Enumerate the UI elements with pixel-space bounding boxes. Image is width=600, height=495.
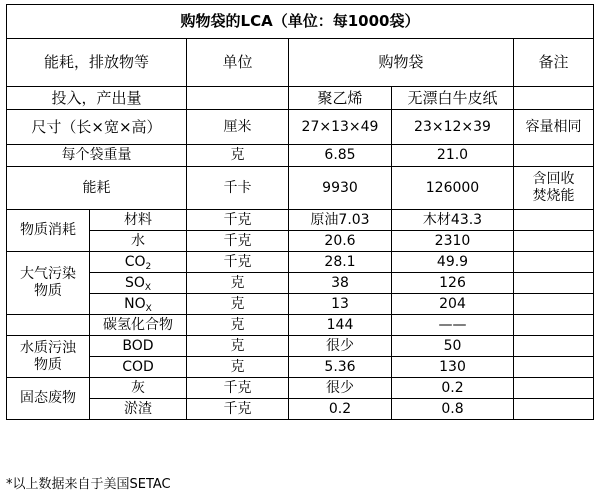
row-unit: 千克 bbox=[187, 210, 289, 231]
io-row bbox=[7, 87, 594, 110]
table-row bbox=[7, 231, 594, 252]
row-unit: 千克 bbox=[187, 378, 289, 399]
row-bag2: —— bbox=[392, 315, 514, 336]
io-bag1: 聚乙烯 bbox=[289, 87, 392, 110]
row-note bbox=[514, 378, 594, 399]
row-label: COD bbox=[90, 357, 187, 378]
size-bag1: 27×13×49 bbox=[289, 110, 392, 145]
row-label: 淤渣 bbox=[90, 399, 187, 420]
row-unit: 千克 bbox=[187, 231, 289, 252]
row-bag2: 木材43.3 bbox=[392, 210, 514, 231]
row-label: BOD bbox=[90, 336, 187, 357]
group-air bbox=[7, 252, 90, 315]
row-bag2: 126 bbox=[392, 273, 514, 294]
row-label: 灰 bbox=[90, 378, 187, 399]
table-row bbox=[7, 378, 594, 399]
header-row bbox=[7, 39, 594, 87]
row-bag2: 130 bbox=[392, 357, 514, 378]
energy-note-line2: 焚烧能 bbox=[532, 188, 575, 204]
row-unit: 千克 bbox=[187, 252, 289, 273]
size-bag2: 23×12×39 bbox=[392, 110, 514, 145]
row-bag2: 49.9 bbox=[392, 252, 514, 273]
energy-bag1: 9930 bbox=[289, 167, 392, 210]
row-note bbox=[514, 252, 594, 273]
header-item: 能耗，排放物等 bbox=[7, 39, 187, 87]
io-note bbox=[514, 87, 594, 110]
row-bag1: 13 bbox=[289, 294, 392, 315]
row-note bbox=[514, 210, 594, 231]
weight-bag1: 6.85 bbox=[289, 145, 392, 167]
row-unit: 克 bbox=[187, 294, 289, 315]
weight-label: 每个袋重量 bbox=[7, 145, 187, 167]
row-bag2: 0.8 bbox=[392, 399, 514, 420]
row-note bbox=[514, 231, 594, 252]
header-unit: 单位 bbox=[187, 39, 289, 87]
energy-note-line1: 含回收 bbox=[532, 171, 575, 187]
row-bag2: 2310 bbox=[392, 231, 514, 252]
header-note: 备注 bbox=[514, 39, 594, 87]
row-unit: 克 bbox=[187, 357, 289, 378]
row-bag1: 20.6 bbox=[289, 231, 392, 252]
row-note bbox=[514, 399, 594, 420]
row-group-empty bbox=[7, 315, 90, 336]
weight-unit: 克 bbox=[187, 145, 289, 167]
group-air-line2: 物质 bbox=[34, 283, 62, 299]
weight-note bbox=[514, 145, 594, 167]
io-bag2: 无漂白牛皮纸 bbox=[392, 87, 514, 110]
row-bag1: 0.2 bbox=[289, 399, 392, 420]
row-note bbox=[514, 294, 594, 315]
group-water bbox=[7, 336, 90, 378]
energy-row bbox=[7, 167, 594, 210]
row-bag1: 144 bbox=[289, 315, 392, 336]
row-bag1: 5.36 bbox=[289, 357, 392, 378]
row-label: 碳氢化合物 bbox=[90, 315, 187, 336]
energy-note bbox=[514, 167, 594, 210]
row-bag1: 很少 bbox=[289, 336, 392, 357]
table-row bbox=[7, 399, 594, 420]
row-bag2: 204 bbox=[392, 294, 514, 315]
table-title: 购物袋的LCA（单位：每1000袋） bbox=[7, 5, 594, 39]
row-unit: 千克 bbox=[187, 399, 289, 420]
title-row bbox=[7, 5, 594, 39]
row-unit: 克 bbox=[187, 336, 289, 357]
source-footnote: *以上数据来自于美国SETAC bbox=[6, 477, 171, 492]
energy-bag2: 126000 bbox=[392, 167, 514, 210]
lca-table bbox=[6, 4, 594, 420]
table-row bbox=[7, 273, 594, 294]
weight-bag2: 21.0 bbox=[392, 145, 514, 167]
table-row bbox=[7, 210, 594, 231]
row-bag1: 原油7.03 bbox=[289, 210, 392, 231]
table-row bbox=[7, 336, 594, 357]
group-air-line1: 大气污染 bbox=[20, 266, 76, 282]
row-note bbox=[514, 315, 594, 336]
size-row bbox=[7, 110, 594, 145]
row-bag1: 38 bbox=[289, 273, 392, 294]
row-note bbox=[514, 357, 594, 378]
size-label: 尺寸（长×宽×高） bbox=[7, 110, 187, 145]
size-note: 容量相同 bbox=[514, 110, 594, 145]
row-label: $NO_X$ bbox=[90, 294, 187, 315]
size-unit: 厘米 bbox=[187, 110, 289, 145]
table-row bbox=[7, 294, 594, 315]
table-row bbox=[7, 357, 594, 378]
io-unit bbox=[187, 87, 289, 110]
row-label: $SO_X$ bbox=[90, 273, 187, 294]
row-unit: 克 bbox=[187, 315, 289, 336]
io-label: 投入，产出量 bbox=[7, 87, 187, 110]
row-unit: 克 bbox=[187, 273, 289, 294]
row-bag2: 50 bbox=[392, 336, 514, 357]
table-row bbox=[7, 252, 594, 273]
row-label: $CO_2$ bbox=[90, 252, 187, 273]
row-label: 材料 bbox=[90, 210, 187, 231]
group-water-line2: 物质 bbox=[34, 356, 62, 373]
row-bag2: 0.2 bbox=[392, 378, 514, 399]
row-note bbox=[514, 273, 594, 294]
group-material: 物质消耗 bbox=[7, 210, 90, 252]
group-solid: 固态废物 bbox=[7, 378, 90, 420]
table-row bbox=[7, 315, 594, 336]
row-bag1: 28.1 bbox=[289, 252, 392, 273]
row-label: 水 bbox=[90, 231, 187, 252]
energy-label: 能耗 bbox=[7, 167, 187, 210]
header-bags: 购物袋 bbox=[289, 39, 514, 87]
weight-row bbox=[7, 145, 594, 167]
row-bag1: 很少 bbox=[289, 378, 392, 399]
group-water-line1: 水质污浊 bbox=[20, 339, 76, 356]
energy-unit: 千卡 bbox=[187, 167, 289, 210]
row-note bbox=[514, 336, 594, 357]
